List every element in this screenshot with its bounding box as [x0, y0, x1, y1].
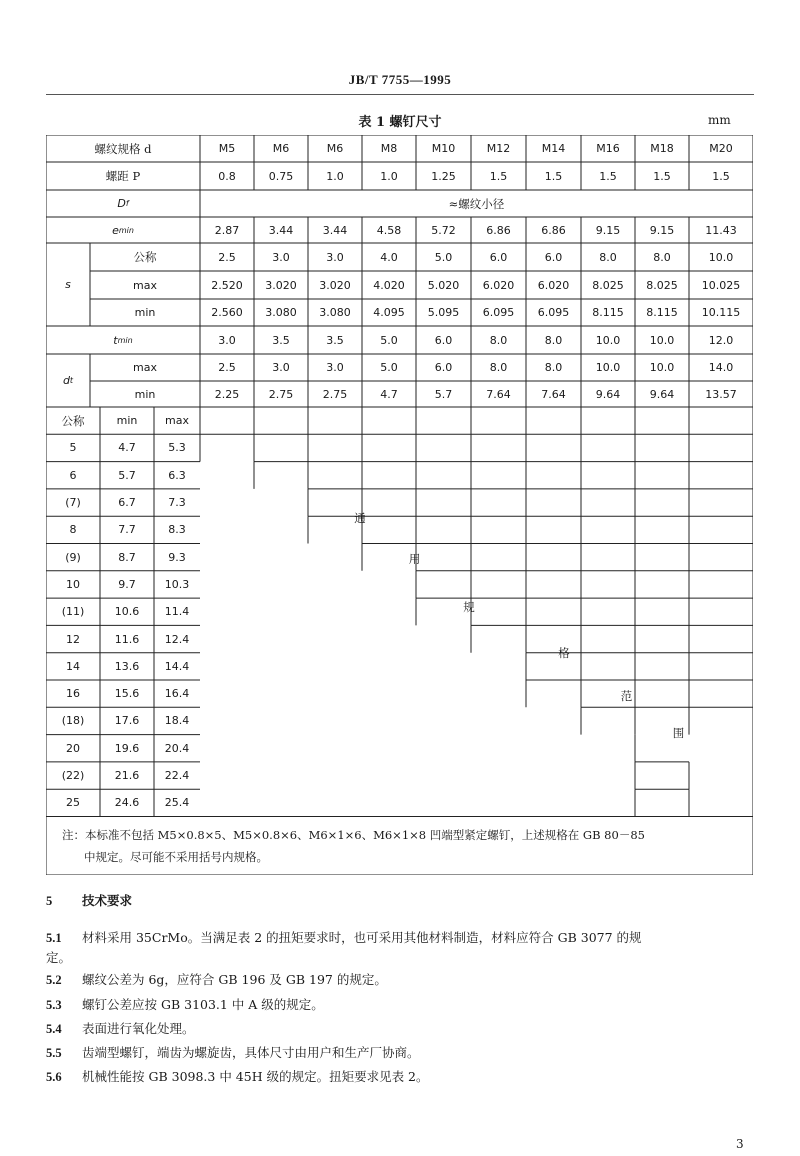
length-cell: 5.7: [118, 468, 136, 482]
param-value: M18: [650, 142, 674, 155]
param-value: 5.0: [380, 333, 398, 347]
length-cell: 6.3: [168, 468, 186, 482]
param-value: 3.020: [319, 278, 351, 292]
clause-5-2: [46, 970, 387, 990]
param-value: 6.86: [541, 223, 566, 237]
clause-text: 材料采用 35CrMo。当满足表 2 的扭矩要求时，也可采用其他材料制造，材料应符合 GB 3077 的规: [82, 930, 642, 945]
param-value: 6.0: [434, 361, 453, 374]
param-value: 6.86: [486, 223, 511, 237]
param-value: 1.25: [431, 169, 456, 183]
param-value: M8: [380, 142, 398, 155]
page-number: 3: [736, 1137, 744, 1151]
param-value: 9.64: [649, 387, 675, 401]
length-cell: 6.7: [118, 496, 136, 510]
df-label: D f: [117, 197, 129, 210]
usable-range-char: 格: [558, 646, 570, 660]
param-value: 8.0: [599, 250, 617, 264]
standard-code-header: JB/T 7755—1995: [348, 72, 452, 87]
param-value: M6: [326, 142, 344, 155]
length-cell: 15.6: [114, 687, 140, 701]
length-cell: (18): [61, 714, 85, 728]
length-cell: 13.6: [114, 659, 140, 673]
param-value: 5.020: [427, 278, 460, 292]
param-value: 8.025: [646, 278, 678, 292]
param-value: 8.115: [592, 306, 624, 319]
param-value: 9.64: [595, 387, 621, 401]
param-value: 1.5: [599, 169, 617, 183]
param-value: 8.0: [489, 333, 508, 347]
length-cell: 8.7: [118, 550, 136, 564]
note-line-1: 注：本标准不包括 M5×0.8×5、M5×0.8×6、M6×1×6、M6×1×8 凹端型紧定螺钉，上述规格在 GB 80－85: [62, 828, 645, 842]
param-value: 6.0: [434, 333, 453, 347]
usable-range-char: 范: [620, 689, 633, 703]
param-value: 1.0: [326, 169, 344, 183]
length-cell: 25.4: [164, 796, 190, 810]
clause-5-1-continuation: 定。: [46, 950, 72, 965]
length-cell: 20: [66, 741, 80, 755]
length-cell: 7.7: [118, 523, 136, 537]
length-cell: 16: [66, 687, 80, 701]
param-value: 10.0: [649, 361, 675, 374]
clause-5-3: [46, 995, 324, 1015]
param-value: 6.095: [537, 306, 570, 319]
param-value: M5: [218, 142, 236, 155]
length-cell: 9.3: [168, 550, 186, 564]
length-cell: 16.4: [164, 687, 190, 701]
param-value: 3.0: [272, 250, 290, 264]
param-value: 2.25: [214, 387, 240, 401]
param-value: 0.8: [218, 169, 236, 183]
param-value: 1.5: [489, 169, 508, 183]
param-value: 3.5: [326, 333, 344, 347]
param-value: 3.080: [265, 306, 297, 319]
e-min-label: e min: [112, 223, 134, 237]
param-value: 2.87: [214, 223, 240, 237]
param-value: 1.5: [712, 169, 730, 183]
clause-text: 螺纹公差为 6g，应符合 GB 196 及 GB 197 的规定。: [82, 972, 387, 987]
param-value: 8.0: [489, 361, 508, 374]
clause-number: 5.1: [46, 931, 62, 945]
param-value: 11.43: [705, 223, 737, 237]
length-header-cell: min: [116, 414, 138, 428]
param-value: 4.020: [373, 278, 405, 292]
length-cell: 12: [66, 632, 80, 646]
param-value: M12: [486, 142, 511, 155]
param-value: 10.0: [708, 250, 734, 264]
usable-range-char: 用: [408, 552, 421, 566]
s-nominal-label: 公称: [133, 250, 157, 264]
param-value: M20: [709, 142, 733, 155]
param-value: 8.0: [544, 333, 563, 347]
table-title: 表 1 螺钉尺寸: [358, 115, 442, 130]
dt-min-label: min: [134, 387, 156, 401]
clause-text: 螺钉公差应按 GB 3103.1 中 A 级的规定。: [82, 997, 324, 1012]
thread-spec-label: 螺纹规格 d: [94, 141, 152, 156]
length-cell: 10.6: [114, 605, 140, 619]
length-cell: 14: [66, 659, 80, 673]
length-cell: (7): [65, 496, 81, 510]
length-cell: 9.7: [118, 577, 136, 591]
section-heading: [46, 891, 132, 911]
param-value: 0.75: [268, 169, 294, 183]
length-header-cell: max: [165, 414, 189, 428]
length-cell: 10: [66, 577, 80, 591]
clause-text: 表面进行氧化处理。: [82, 1021, 195, 1036]
param-value: 10.025: [701, 278, 741, 292]
length-cell: 5: [69, 441, 77, 455]
param-value: 5.72: [431, 223, 456, 237]
param-value: 7.64: [486, 387, 511, 401]
param-value: 5.0: [434, 250, 453, 264]
param-value: 8.115: [646, 306, 678, 319]
length-cell: 19.6: [114, 741, 140, 755]
param-value: 13.57: [705, 387, 737, 401]
clause-text: 机械性能按 GB 3098.3 中 45H 级的规定。扭矩要求见表 2。: [82, 1069, 429, 1084]
param-value: 6.095: [482, 306, 515, 319]
param-value: 3.020: [265, 278, 297, 292]
t-min-label: t min: [113, 333, 133, 347]
usable-range-char: 规: [463, 600, 475, 614]
param-value: 5.0: [380, 361, 398, 374]
param-value: 8.0: [544, 361, 563, 374]
param-value: 2.520: [211, 278, 243, 292]
s-group-label: s: [65, 278, 71, 291]
param-value: M10: [431, 142, 456, 155]
length-cell: 7.3: [168, 496, 186, 510]
length-cell: 6: [69, 468, 77, 482]
length-cell: 18.4: [164, 714, 190, 728]
param-value: 5.095: [427, 306, 460, 319]
param-value: 1.0: [380, 169, 398, 183]
clause-5-1: [46, 928, 752, 948]
length-cell: 17.6: [114, 714, 140, 728]
param-value: 1.5: [653, 169, 671, 183]
section-title: 技术要求: [82, 893, 133, 908]
param-value: 6.020: [482, 278, 515, 292]
param-value: 10.115: [701, 306, 741, 319]
length-cell: (11): [61, 605, 85, 619]
param-value: 6.0: [544, 250, 563, 264]
table-unit: mm: [708, 113, 731, 127]
length-cell: 8.3: [168, 523, 186, 537]
param-value: 2.560: [211, 306, 243, 319]
param-value: 9.15: [595, 223, 621, 237]
param-value: 3.0: [218, 333, 236, 347]
length-cell: 22.4: [164, 769, 190, 783]
clause-5-5: [46, 1043, 420, 1063]
param-value: 10.0: [595, 361, 621, 374]
s-min-label: min: [134, 306, 156, 319]
pitch-label: 螺距 P: [105, 169, 141, 183]
param-value: 2.75: [322, 387, 348, 401]
param-value: 4.0: [380, 250, 398, 264]
param-value: M6: [272, 142, 290, 155]
param-value: 4.7: [380, 387, 398, 401]
section-number: 5: [46, 894, 53, 908]
param-value: 10.0: [595, 333, 621, 347]
param-value: 5.7: [434, 387, 453, 401]
param-value: 12.0: [708, 333, 734, 347]
param-value: 2.5: [218, 250, 236, 264]
param-value: 9.15: [649, 223, 675, 237]
length-cell: (9): [65, 550, 81, 564]
param-value: 1.5: [544, 169, 563, 183]
param-value: 4.58: [376, 223, 402, 237]
param-value: 3.0: [326, 361, 344, 374]
length-cell: 11.4: [164, 605, 190, 619]
length-cell: 24.6: [114, 796, 140, 810]
param-value: M14: [541, 142, 566, 155]
param-value: 3.44: [268, 223, 294, 237]
param-value: 6.020: [537, 278, 570, 292]
param-value: 3.0: [326, 250, 344, 264]
usable-range-char: 通: [354, 511, 366, 525]
clause-number: 5.3: [46, 998, 62, 1012]
clause-number: 5.2: [46, 973, 62, 987]
param-value: 2.75: [268, 387, 294, 401]
length-cell: 11.6: [114, 632, 140, 646]
param-value: 3.5: [272, 333, 290, 347]
length-cell: 14.4: [164, 659, 190, 673]
clause-5-6: [46, 1067, 429, 1087]
clause-number: 5.4: [46, 1022, 62, 1036]
clause-number: 5.6: [46, 1070, 62, 1084]
length-cell: 5.3: [168, 441, 186, 455]
screw-dimensions-table: [46, 135, 753, 875]
minor-diameter-note: ≈螺纹小径: [448, 196, 505, 211]
length-cell: 10.3: [164, 577, 190, 591]
clause-5-4: [46, 1019, 195, 1039]
param-value: 10.0: [649, 333, 675, 347]
table-note: [62, 824, 752, 868]
length-cell: 4.7: [118, 441, 136, 455]
note-line-2: 中规定。尽可能不采用括号内规格。: [84, 850, 268, 864]
param-value: M16: [596, 142, 620, 155]
length-cell: 8: [69, 523, 77, 537]
param-value: 3.080: [319, 306, 351, 319]
param-value: 14.0: [708, 361, 734, 374]
param-value: 3.44: [322, 223, 348, 237]
dt-max-label: max: [133, 361, 157, 374]
param-value: 2.5: [218, 361, 236, 374]
length-cell: 12.4: [164, 632, 190, 646]
dt-group-label: d t: [62, 374, 74, 387]
usable-range-char: 围: [672, 726, 685, 740]
clause-number: 5.5: [46, 1046, 62, 1060]
header-rule: [46, 94, 754, 95]
param-value: 8.025: [592, 278, 624, 292]
s-max-label: max: [133, 278, 157, 292]
clause-text: 齿端型螺钉，端齿为螺旋齿，具体尺寸由用户和生产厂协商。: [82, 1045, 420, 1060]
length-cell: 20.4: [164, 741, 190, 755]
length-header-cell: 公称: [61, 413, 85, 428]
param-value: 7.64: [541, 387, 566, 401]
length-cell: 21.6: [114, 769, 140, 783]
param-value: 3.0: [272, 361, 290, 374]
length-cell: (22): [61, 769, 85, 783]
param-value: 8.0: [653, 250, 671, 264]
param-value: 6.0: [489, 250, 508, 264]
param-value: 4.095: [373, 306, 405, 319]
length-cell: 25: [66, 796, 80, 810]
